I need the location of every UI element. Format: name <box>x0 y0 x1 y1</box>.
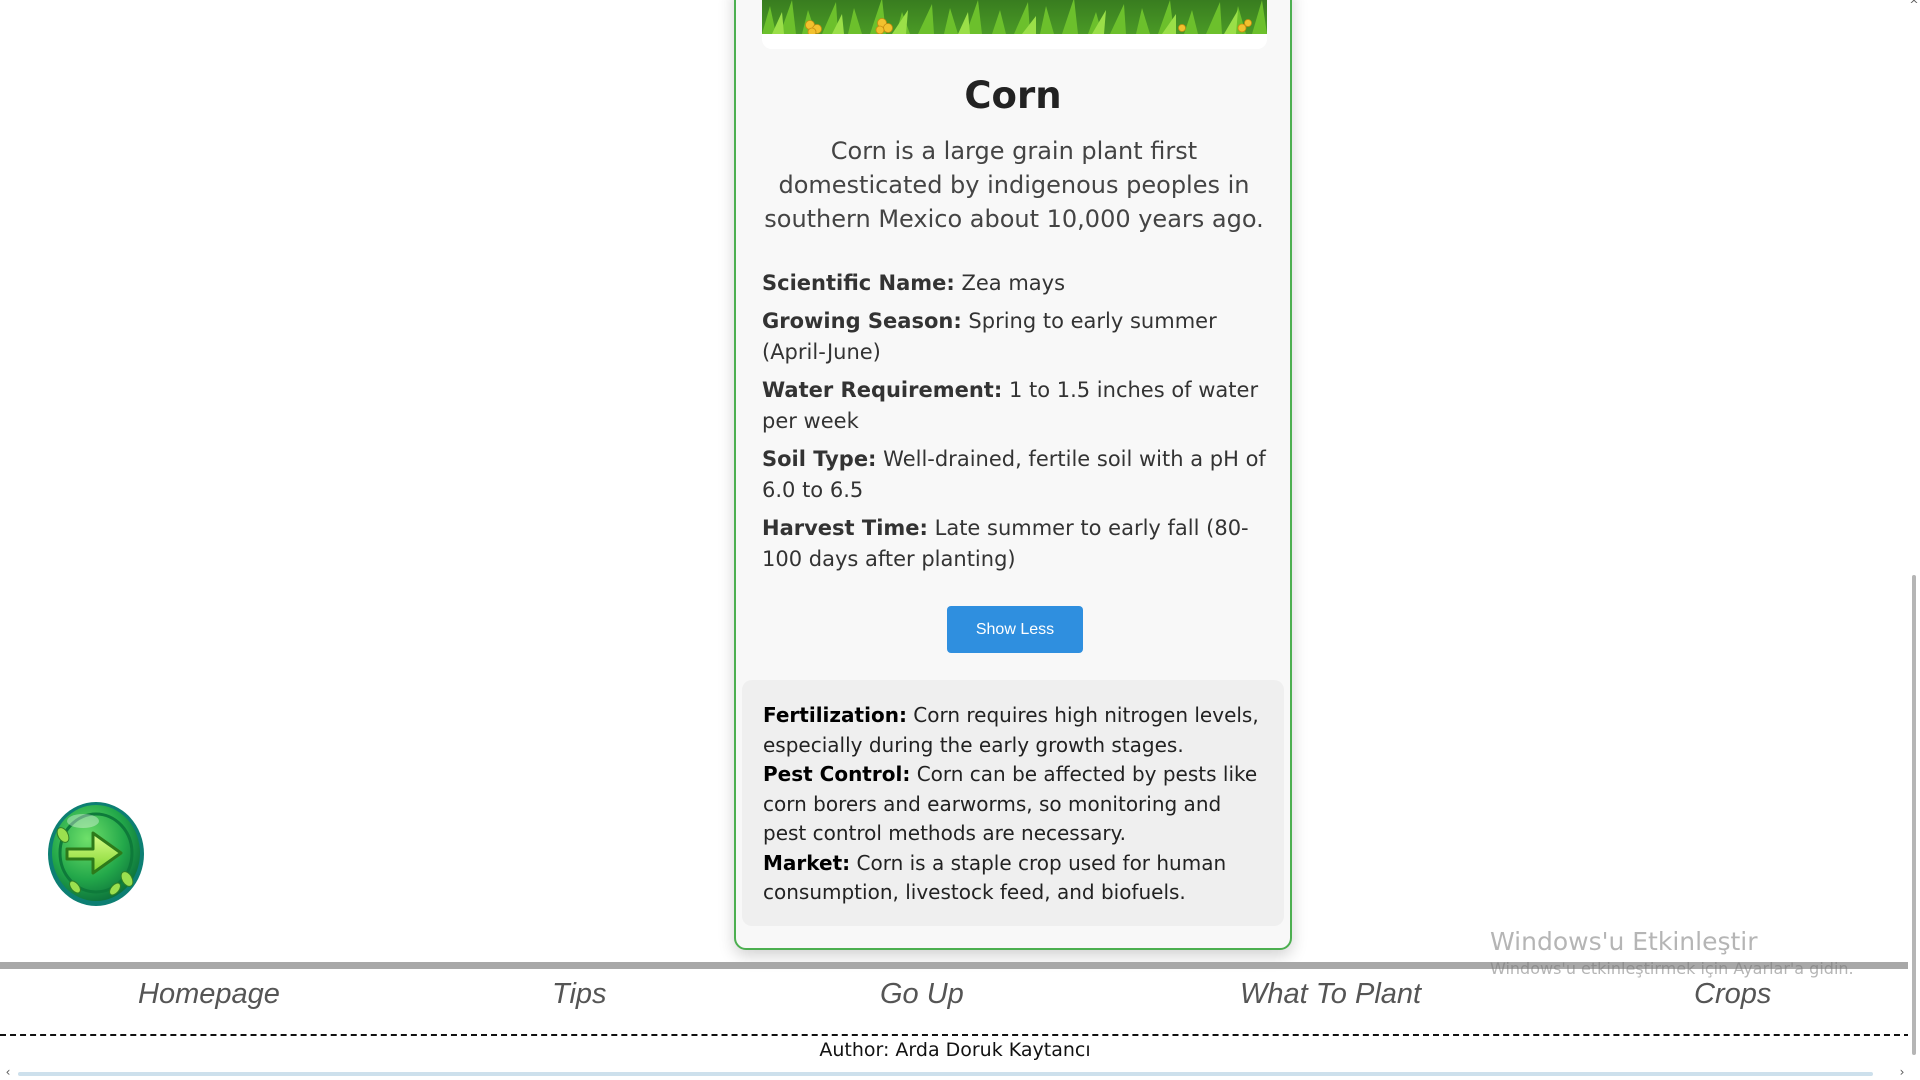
author-credit: Author: Arda Doruk Kaytancı <box>819 1039 1091 1061</box>
vertical-scrollbar-thumb[interactable] <box>1912 575 1916 1055</box>
nav-link-go-up[interactable]: Go Up <box>880 978 964 1010</box>
fact-scientific-name <box>762 268 1272 299</box>
scroll-right-arrow-icon[interactable]: › <box>1899 1065 1905 1079</box>
footer-divider <box>0 962 1910 969</box>
next-page-button[interactable] <box>45 799 147 907</box>
fact-value: Zea mays <box>961 271 1066 295</box>
green-arrow-right-icon <box>45 799 147 907</box>
extra-label: Pest Control: <box>763 762 911 786</box>
windows-activation-watermark <box>1490 925 1854 979</box>
fact-water-requirement <box>762 375 1272 437</box>
footer-nav <box>0 972 1910 1032</box>
watermark-title: Windows'u Etkinleştir <box>1490 927 1758 956</box>
extra-fertilization <box>763 701 1268 760</box>
fact-label: Scientific Name: <box>762 271 955 295</box>
extra-label: Market: <box>763 850 851 875</box>
scroll-up-arrow-icon[interactable]: ^ <box>1909 0 1919 11</box>
extra-value: Corn is a staple crop used for human consumption, livestock feed, and biofuels. <box>763 850 1227 904</box>
crop-title: Corn <box>964 74 1062 117</box>
fact-label: Water Requirement: <box>762 378 1003 402</box>
extra-label: Fertilization: <box>763 703 907 727</box>
crop-card <box>734 0 1292 950</box>
fact-label: Harvest Time: <box>762 516 928 540</box>
extra-value: Corn can be affected by pests like corn borers and earworms, so monitoring and pest control methods are necessary. <box>763 762 1258 845</box>
nav-link-tips[interactable]: Tips <box>552 978 607 1010</box>
grass-banner-image <box>762 0 1267 49</box>
extra-info-box <box>742 680 1284 926</box>
fact-value: Well-drained, fertile soil with a pH of 6.0 to 6.5 <box>762 447 1266 502</box>
fact-value: 1 to 1.5 inches of water per week <box>762 378 1259 433</box>
footer-dashed-divider <box>0 1034 1910 1036</box>
horizontal-scrollbar-thumb[interactable] <box>18 1072 1873 1076</box>
fact-value: Late summer to early fall (80-100 days after planting) <box>762 516 1249 571</box>
watermark-subtitle: Windows'u etkinleştirmek için Ayarlar'a gidin. <box>1490 959 1854 978</box>
fact-growing-season <box>762 306 1272 368</box>
crop-facts-list <box>762 268 1272 582</box>
fact-soil-type <box>762 444 1272 506</box>
nav-link-crops[interactable]: Crops <box>1694 978 1772 1010</box>
extra-value: Corn requires high nitrogen levels, especially during the early growth stages. <box>763 703 1259 757</box>
extra-market <box>763 849 1268 908</box>
horizontal-scrollbar[interactable] <box>0 1066 1920 1080</box>
fact-harvest-time <box>762 513 1272 575</box>
fact-label: Soil Type: <box>762 447 877 471</box>
nav-link-homepage[interactable]: Homepage <box>138 978 280 1010</box>
grass-banner-graphic <box>762 0 1267 49</box>
nav-link-what-to-plant[interactable]: What To Plant <box>1240 978 1422 1010</box>
show-less-button[interactable]: Show Less <box>947 606 1083 653</box>
fact-value: Spring to early summer (April-June) <box>762 309 1217 364</box>
crop-description: Corn is a large grain plant first domesticated by indigenous peoples in southern Mexico about 10,000 years ago. <box>764 137 1264 233</box>
vertical-scrollbar[interactable] <box>1908 0 1920 1066</box>
scroll-left-arrow-icon[interactable]: ‹ <box>5 1065 11 1079</box>
fact-label: Growing Season: <box>762 309 962 333</box>
extra-pest-control <box>763 760 1268 849</box>
